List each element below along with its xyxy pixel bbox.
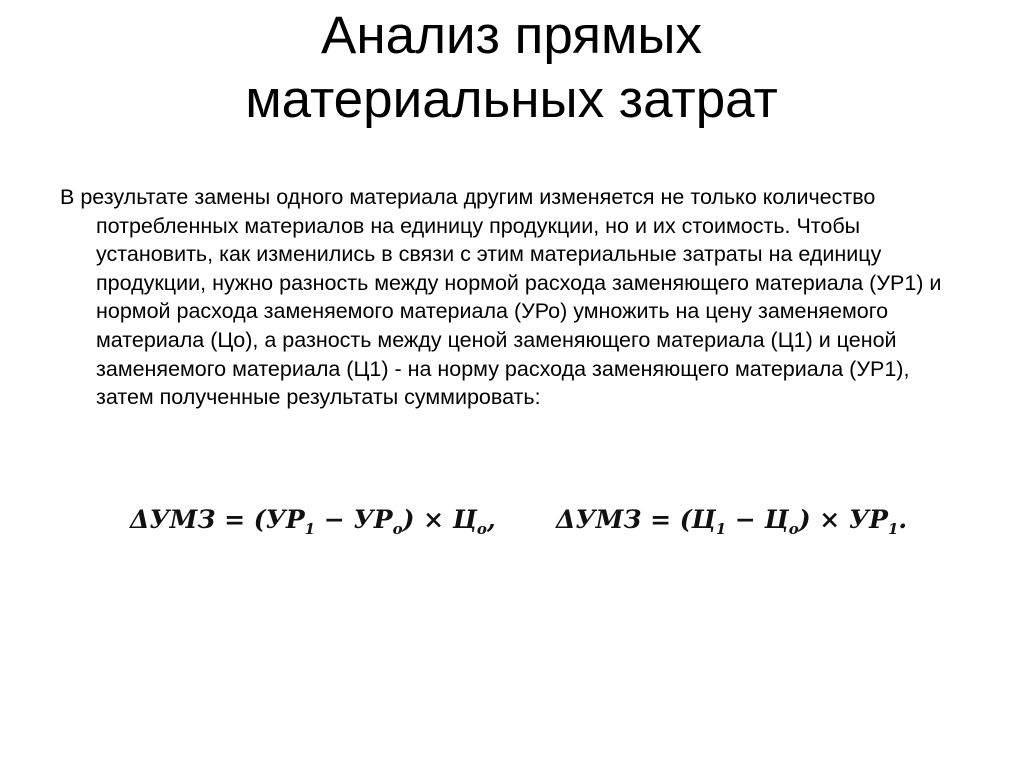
formula-material-price-change <box>556 505 907 538</box>
formula-1-sub-1: 1 <box>304 520 316 538</box>
formula-1-mid: ) × Ц <box>402 505 477 534</box>
formula-2-sub-1: 1 <box>715 520 727 538</box>
slide-title <box>0 4 1023 132</box>
formula-1-sub-3: o <box>476 520 487 538</box>
body-paragraph: В результате замены одного материала другим изменяется не только количество потребленных материалов на единицу продукции, но и их стоимость. Чтобы установить, как изменились в связи с этим материальные затраты на единицу продукции, нужно разность между нормой расхода заменяющего материала (УР1) и нормой расхода заменяемого материала (УРо) умножить на цену заменяемого материала (Цо), а разность между ценой заменяющего материала (Ц1) и ценой заменяемого материала (Ц1) - на норму расхода заменяющего материала (УР1), затем полученные результаты суммировать: <box>60 185 942 410</box>
formula-2-sub-2: o <box>788 520 799 538</box>
formula-1-lhs: ΔУМЗ = (УР <box>130 505 305 534</box>
formula-block <box>130 505 990 555</box>
formula-1-end: , <box>486 505 496 534</box>
formula-1-minus: − УР <box>315 505 393 534</box>
formula-2-sub-3: 1 <box>887 520 899 538</box>
formula-2-lhs: ΔУМЗ = (Ц <box>556 505 716 534</box>
formula-material-norm-change <box>130 505 496 538</box>
formula-2-minus: − Ц <box>726 505 789 534</box>
formula-2-end: . <box>898 505 908 534</box>
formula-2-mid: ) × УР <box>798 505 888 534</box>
slide-title-line-2: материальных затрат <box>245 70 778 129</box>
slide-body <box>60 183 960 412</box>
slide-title-line-1: Анализ прямых <box>321 6 702 65</box>
formula-1-sub-2: o <box>392 520 403 538</box>
